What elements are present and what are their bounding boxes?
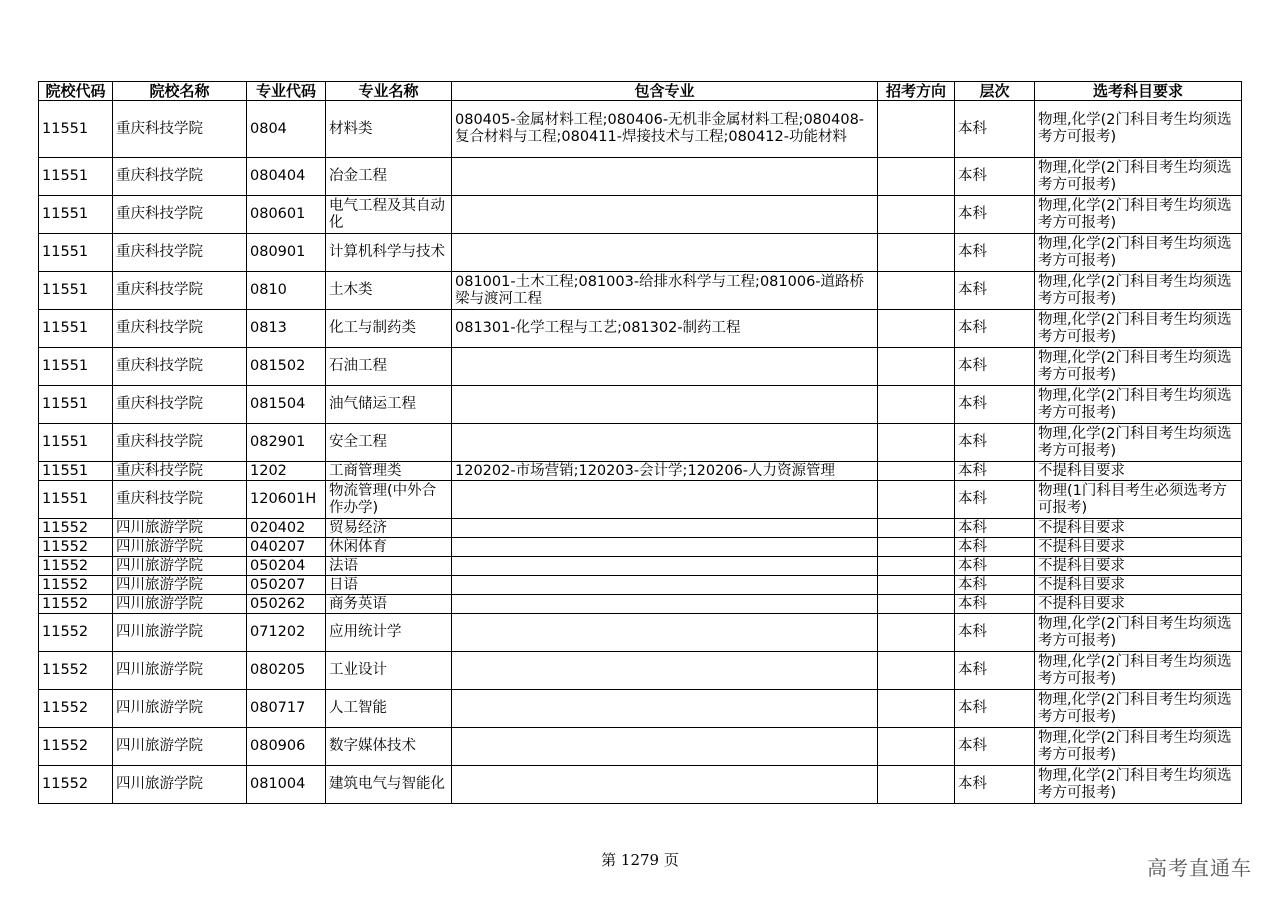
level-cell: 本科 <box>955 462 1035 481</box>
school-code-cell: 11551 <box>39 462 113 481</box>
table-row <box>39 386 1242 424</box>
direction-cell <box>878 652 955 690</box>
school-code-cell: 11552 <box>39 595 113 614</box>
direction-cell <box>878 424 955 462</box>
subject-requirement-cell: 物理,化学(2门科目考生均须选考方可报考) <box>1035 348 1242 386</box>
included-majors-cell: 120202-市场营销;120203-会计学;120206-人力资源管理 <box>452 462 878 481</box>
included-majors-cell <box>452 690 878 728</box>
direction-cell <box>878 576 955 595</box>
school-name-cell: 四川旅游学院 <box>113 690 247 728</box>
major-name-cell: 应用统计学 <box>326 614 452 652</box>
school-code-cell: 11552 <box>39 690 113 728</box>
header-included-majors: 包含专业 <box>452 82 878 101</box>
table-row <box>39 766 1242 804</box>
included-majors-cell: 081001-土木工程;081003-给排水科学与工程;081006-道路桥梁与渡河工程 <box>452 272 878 310</box>
table-row <box>39 519 1242 538</box>
direction-cell <box>878 196 955 234</box>
major-code-cell: 080717 <box>247 690 326 728</box>
school-name-cell: 重庆科技学院 <box>113 272 247 310</box>
school-code-cell: 11552 <box>39 728 113 766</box>
table-row <box>39 234 1242 272</box>
level-cell: 本科 <box>955 766 1035 804</box>
level-cell: 本科 <box>955 576 1035 595</box>
table-header-row <box>39 82 1242 101</box>
major-code-cell: 071202 <box>247 614 326 652</box>
school-name-cell: 重庆科技学院 <box>113 462 247 481</box>
major-name-cell: 电气工程及其自动化 <box>326 196 452 234</box>
major-code-cell: 0804 <box>247 101 326 158</box>
major-name-cell: 计算机科学与技术 <box>326 234 452 272</box>
table-row <box>39 158 1242 196</box>
major-name-cell: 石油工程 <box>326 348 452 386</box>
included-majors-cell <box>452 728 878 766</box>
included-majors-cell <box>452 519 878 538</box>
header-level: 层次 <box>955 82 1035 101</box>
table-row <box>39 614 1242 652</box>
subject-requirement-cell: 物理,化学(2门科目考生均须选考方可报考) <box>1035 386 1242 424</box>
direction-cell <box>878 310 955 348</box>
major-code-cell: 080205 <box>247 652 326 690</box>
school-code-cell: 11551 <box>39 348 113 386</box>
table-row <box>39 538 1242 557</box>
school-code-cell: 11552 <box>39 652 113 690</box>
level-cell: 本科 <box>955 158 1035 196</box>
table-row <box>39 348 1242 386</box>
major-code-cell: 0813 <box>247 310 326 348</box>
major-code-cell: 081502 <box>247 348 326 386</box>
table-body <box>39 101 1242 804</box>
school-name-cell: 重庆科技学院 <box>113 386 247 424</box>
table-row <box>39 557 1242 576</box>
major-name-cell: 安全工程 <box>326 424 452 462</box>
school-code-cell: 11552 <box>39 576 113 595</box>
school-code-cell: 11551 <box>39 481 113 519</box>
subject-requirement-cell: 物理,化学(2门科目考生均须选考方可报考) <box>1035 690 1242 728</box>
table-row <box>39 595 1242 614</box>
included-majors-cell <box>452 576 878 595</box>
major-name-cell: 法语 <box>326 557 452 576</box>
subject-requirement-cell: 物理(1门科目考生必须选考方可报考) <box>1035 481 1242 519</box>
included-majors-cell <box>452 614 878 652</box>
watermark-logo-text: 高考直通车 <box>1147 856 1252 880</box>
header-major-code: 专业代码 <box>247 82 326 101</box>
major-code-cell: 1202 <box>247 462 326 481</box>
major-name-cell: 日语 <box>326 576 452 595</box>
school-name-cell: 重庆科技学院 <box>113 348 247 386</box>
major-code-cell: 080906 <box>247 728 326 766</box>
included-majors-cell <box>452 652 878 690</box>
subject-requirement-cell: 物理,化学(2门科目考生均须选考方可报考) <box>1035 614 1242 652</box>
included-majors-cell <box>452 766 878 804</box>
table-row <box>39 462 1242 481</box>
header-school-code: 院校代码 <box>39 82 113 101</box>
level-cell: 本科 <box>955 690 1035 728</box>
subject-requirement-cell: 不提科目要求 <box>1035 519 1242 538</box>
major-code-cell: 082901 <box>247 424 326 462</box>
admission-table <box>38 81 1242 804</box>
school-name-cell: 四川旅游学院 <box>113 728 247 766</box>
school-code-cell: 11552 <box>39 538 113 557</box>
major-code-cell: 080601 <box>247 196 326 234</box>
school-code-cell: 11551 <box>39 101 113 158</box>
direction-cell <box>878 766 955 804</box>
major-name-cell: 工业设计 <box>326 652 452 690</box>
level-cell: 本科 <box>955 614 1035 652</box>
level-cell: 本科 <box>955 652 1035 690</box>
direction-cell <box>878 272 955 310</box>
school-code-cell: 11551 <box>39 196 113 234</box>
level-cell: 本科 <box>955 728 1035 766</box>
direction-cell <box>878 690 955 728</box>
subject-requirement-cell: 不提科目要求 <box>1035 576 1242 595</box>
direction-cell <box>878 348 955 386</box>
subject-requirement-cell: 物理,化学(2门科目考生均须选考方可报考) <box>1035 652 1242 690</box>
direction-cell <box>878 101 955 158</box>
major-code-cell: 020402 <box>247 519 326 538</box>
school-name-cell: 四川旅游学院 <box>113 538 247 557</box>
level-cell: 本科 <box>955 196 1035 234</box>
major-code-cell: 080901 <box>247 234 326 272</box>
school-code-cell: 11552 <box>39 614 113 652</box>
header-direction: 招考方向 <box>878 82 955 101</box>
table-row <box>39 310 1242 348</box>
direction-cell <box>878 481 955 519</box>
school-code-cell: 11552 <box>39 557 113 576</box>
major-code-cell: 0810 <box>247 272 326 310</box>
major-name-cell: 冶金工程 <box>326 158 452 196</box>
major-name-cell: 油气储运工程 <box>326 386 452 424</box>
major-name-cell: 数字媒体技术 <box>326 728 452 766</box>
subject-requirement-cell: 不提科目要求 <box>1035 538 1242 557</box>
subject-requirement-cell: 物理,化学(2门科目考生均须选考方可报考) <box>1035 158 1242 196</box>
school-name-cell: 重庆科技学院 <box>113 424 247 462</box>
direction-cell <box>878 538 955 557</box>
level-cell: 本科 <box>955 272 1035 310</box>
school-name-cell: 四川旅游学院 <box>113 614 247 652</box>
level-cell: 本科 <box>955 595 1035 614</box>
header-subject-requirement: 选考科目要求 <box>1035 82 1242 101</box>
school-name-cell: 重庆科技学院 <box>113 196 247 234</box>
subject-requirement-cell: 不提科目要求 <box>1035 557 1242 576</box>
included-majors-cell <box>452 348 878 386</box>
school-code-cell: 11551 <box>39 272 113 310</box>
level-cell: 本科 <box>955 310 1035 348</box>
included-majors-cell <box>452 386 878 424</box>
major-code-cell: 080404 <box>247 158 326 196</box>
school-name-cell: 四川旅游学院 <box>113 766 247 804</box>
included-majors-cell: 081301-化学工程与工艺;081302-制药工程 <box>452 310 878 348</box>
included-majors-cell <box>452 158 878 196</box>
subject-requirement-cell: 物理,化学(2门科目考生均须选考方可报考) <box>1035 196 1242 234</box>
direction-cell <box>878 234 955 272</box>
subject-requirement-cell: 不提科目要求 <box>1035 462 1242 481</box>
included-majors-cell <box>452 557 878 576</box>
school-name-cell: 四川旅游学院 <box>113 576 247 595</box>
major-name-cell: 贸易经济 <box>326 519 452 538</box>
header-school-name: 院校名称 <box>113 82 247 101</box>
school-code-cell: 11552 <box>39 519 113 538</box>
level-cell: 本科 <box>955 481 1035 519</box>
level-cell: 本科 <box>955 234 1035 272</box>
direction-cell <box>878 614 955 652</box>
major-name-cell: 建筑电气与智能化 <box>326 766 452 804</box>
table-row <box>39 272 1242 310</box>
level-cell: 本科 <box>955 424 1035 462</box>
direction-cell <box>878 595 955 614</box>
included-majors-cell <box>452 538 878 557</box>
included-majors-cell <box>452 234 878 272</box>
school-name-cell: 重庆科技学院 <box>113 158 247 196</box>
subject-requirement-cell: 物理,化学(2门科目考生均须选考方可报考) <box>1035 310 1242 348</box>
subject-requirement-cell: 物理,化学(2门科目考生均须选考方可报考) <box>1035 234 1242 272</box>
level-cell: 本科 <box>955 538 1035 557</box>
school-name-cell: 重庆科技学院 <box>113 310 247 348</box>
major-code-cell: 081504 <box>247 386 326 424</box>
school-code-cell: 11552 <box>39 766 113 804</box>
level-cell: 本科 <box>955 101 1035 158</box>
table-row <box>39 481 1242 519</box>
header-major-name: 专业名称 <box>326 82 452 101</box>
subject-requirement-cell: 物理,化学(2门科目考生均须选考方可报考) <box>1035 272 1242 310</box>
table-row <box>39 101 1242 158</box>
included-majors-cell <box>452 595 878 614</box>
school-code-cell: 11551 <box>39 386 113 424</box>
major-code-cell: 050262 <box>247 595 326 614</box>
major-name-cell: 休闲体育 <box>326 538 452 557</box>
table-row <box>39 424 1242 462</box>
school-code-cell: 11551 <box>39 234 113 272</box>
major-name-cell: 化工与制药类 <box>326 310 452 348</box>
major-code-cell: 040207 <box>247 538 326 557</box>
included-majors-cell: 080405-金属材料工程;080406-无机非金属材料工程;080408-复合材料与工程;080411-焊接技术与工程;080412-功能材料 <box>452 101 878 158</box>
school-name-cell: 四川旅游学院 <box>113 557 247 576</box>
direction-cell <box>878 728 955 766</box>
direction-cell <box>878 519 955 538</box>
major-name-cell: 工商管理类 <box>326 462 452 481</box>
direction-cell <box>878 158 955 196</box>
school-name-cell: 重庆科技学院 <box>113 481 247 519</box>
school-name-cell: 重庆科技学院 <box>113 234 247 272</box>
school-name-cell: 四川旅游学院 <box>113 652 247 690</box>
direction-cell <box>878 557 955 576</box>
level-cell: 本科 <box>955 348 1035 386</box>
table-row <box>39 690 1242 728</box>
subject-requirement-cell: 不提科目要求 <box>1035 595 1242 614</box>
major-code-cell: 050207 <box>247 576 326 595</box>
subject-requirement-cell: 物理,化学(2门科目考生均须选考方可报考) <box>1035 728 1242 766</box>
subject-requirement-cell: 物理,化学(2门科目考生均须选考方可报考) <box>1035 766 1242 804</box>
included-majors-cell <box>452 481 878 519</box>
major-name-cell: 商务英语 <box>326 595 452 614</box>
table-row <box>39 576 1242 595</box>
school-name-cell: 四川旅游学院 <box>113 595 247 614</box>
major-name-cell: 材料类 <box>326 101 452 158</box>
school-name-cell: 四川旅游学院 <box>113 519 247 538</box>
direction-cell <box>878 386 955 424</box>
major-code-cell: 120601H <box>247 481 326 519</box>
school-code-cell: 11551 <box>39 158 113 196</box>
included-majors-cell <box>452 424 878 462</box>
major-code-cell: 081004 <box>247 766 326 804</box>
table-row <box>39 728 1242 766</box>
school-code-cell: 11551 <box>39 424 113 462</box>
major-code-cell: 050204 <box>247 557 326 576</box>
page-number: 第 1279 页 <box>601 851 679 869</box>
table-row <box>39 196 1242 234</box>
included-majors-cell <box>452 196 878 234</box>
subject-requirement-cell: 物理,化学(2门科目考生均须选考方可报考) <box>1035 424 1242 462</box>
major-name-cell: 物流管理(中外合作办学) <box>326 481 452 519</box>
level-cell: 本科 <box>955 386 1035 424</box>
major-name-cell: 土木类 <box>326 272 452 310</box>
level-cell: 本科 <box>955 557 1035 576</box>
level-cell: 本科 <box>955 519 1035 538</box>
school-code-cell: 11551 <box>39 310 113 348</box>
subject-requirement-cell: 物理,化学(2门科目考生均须选考方可报考) <box>1035 101 1242 158</box>
table-row <box>39 652 1242 690</box>
school-name-cell: 重庆科技学院 <box>113 101 247 158</box>
major-name-cell: 人工智能 <box>326 690 452 728</box>
direction-cell <box>878 462 955 481</box>
